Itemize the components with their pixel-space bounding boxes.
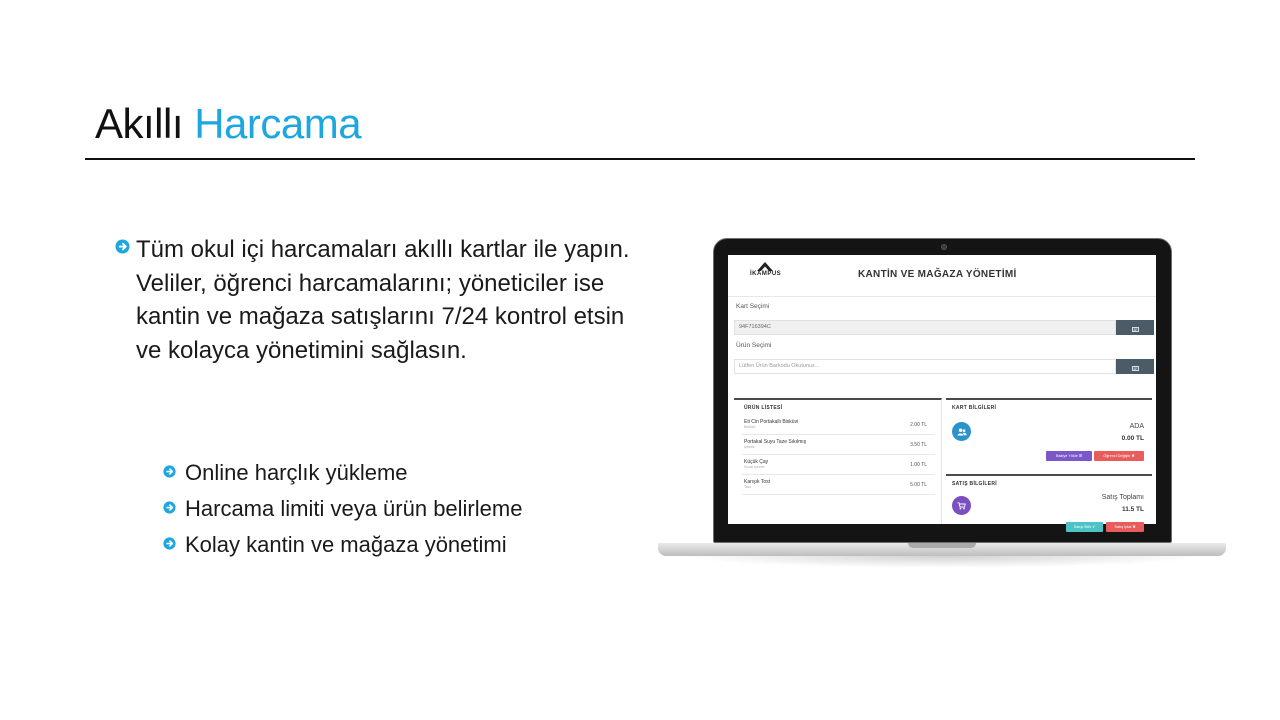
card-select-row — [734, 320, 1154, 335]
sales-info-panel — [946, 474, 1152, 529]
laptop-shadow — [678, 556, 1206, 568]
barcode-scan-button[interactable] — [1116, 359, 1154, 374]
product-price: 1.00 TL — [910, 462, 927, 468]
camera-icon — [941, 244, 947, 250]
card-info-header: KART BİLGİLERİ — [952, 405, 997, 411]
product-select-row — [734, 359, 1154, 374]
sub-bullet-text: Harcama limiti veya ürün belirleme — [185, 496, 523, 521]
load-balance-button[interactable]: Bakiye Yükle ⊞ — [1046, 451, 1092, 461]
sub-bullet-item — [163, 494, 522, 530]
app-screen — [728, 255, 1156, 529]
barcode-input[interactable]: Lütfen Ürün Barkodu Okutunuz... — [734, 359, 1116, 374]
sub-bullet-item — [163, 530, 522, 566]
change-student-button[interactable]: Öğrenci Değiştir ✖ — [1094, 451, 1144, 461]
product-name: Portakal Suyu Taze Sıkılmış — [744, 439, 807, 445]
circle-arrow-right-icon — [163, 537, 176, 550]
product-row[interactable] — [742, 455, 935, 475]
product-category: Bisküvi — [744, 425, 756, 429]
product-category: Sıcak İçecek — [744, 465, 765, 469]
barcode-icon — [1132, 358, 1139, 376]
app-header — [728, 255, 1156, 297]
card-holder-name: ADA — [1129, 423, 1144, 430]
sub-bullet-item — [163, 458, 522, 494]
card-input[interactable]: 94F716394C — [734, 320, 1116, 335]
slide-title — [95, 100, 361, 148]
circle-arrow-right-icon — [163, 501, 176, 514]
product-list-header: ÜRÜN LİSTESİ — [744, 405, 783, 411]
sales-total-value: 11.5 TL — [1121, 506, 1144, 513]
cart-icon — [952, 496, 971, 515]
sub-bullet-list — [163, 458, 522, 566]
product-price: 3.50 TL — [910, 442, 927, 448]
card-section-label: Kart Seçimi — [736, 303, 770, 310]
finish-sale-button[interactable]: Satışı Bitir ✔ — [1066, 522, 1103, 532]
laptop-mockup — [658, 236, 1226, 572]
product-name: Küçük Çay — [744, 459, 769, 465]
product-price: 2.00 TL — [910, 422, 927, 428]
product-name: Karışık Tost — [744, 479, 771, 485]
product-category: Tost — [744, 485, 751, 489]
product-row[interactable] — [742, 475, 935, 495]
sub-bullet-text: Kolay kantin ve mağaza yönetimi — [185, 532, 507, 557]
title-accent: Harcama — [194, 100, 362, 147]
cancel-sale-button[interactable]: Satış İptal ✖ — [1106, 522, 1144, 532]
logo-text: İKAMPUS — [750, 271, 782, 277]
card-scan-button[interactable] — [1116, 320, 1154, 335]
sales-info-header: SATIŞ BİLGİLERİ — [952, 481, 997, 487]
app-title: KANTİN VE MAĞAZA YÖNETİMİ — [858, 269, 1017, 280]
product-name: Eti Cin Portakallı Bisküvi — [744, 419, 799, 425]
circle-arrow-right-icon — [115, 239, 130, 254]
product-price: 5.00 TL — [910, 482, 927, 488]
logo-mark-icon — [750, 262, 780, 271]
product-category: İçecek — [744, 445, 755, 449]
sales-total-label: Satış Toplamı — [1101, 494, 1144, 501]
card-balance: 0.00 TL — [1121, 435, 1144, 442]
sub-bullet-text: Online harçlık yükleme — [185, 460, 408, 485]
title-prefix: Akıllı — [95, 100, 184, 147]
app-logo[interactable] — [750, 262, 780, 277]
product-section-label: Ürün Seçimi — [736, 342, 772, 349]
main-bullet — [115, 233, 655, 367]
title-divider — [85, 158, 1195, 160]
main-bullet-text: Tüm okul içi harcamaları akıllı kartlar ile yapın. Veliler, öğrenci harcamalarını; yöneticiler ise kantin ve mağaza satışlarını 7/24 kontrol etsin ve kolayca yönetimini sağlasın. — [136, 236, 630, 364]
id-card-icon — [1132, 319, 1139, 337]
product-row[interactable] — [742, 415, 935, 435]
laptop-notch — [908, 543, 976, 548]
circle-arrow-right-icon — [163, 465, 176, 478]
product-list-panel — [734, 398, 942, 524]
users-icon — [952, 422, 971, 441]
product-row[interactable] — [742, 435, 935, 455]
card-info-panel — [946, 398, 1152, 470]
